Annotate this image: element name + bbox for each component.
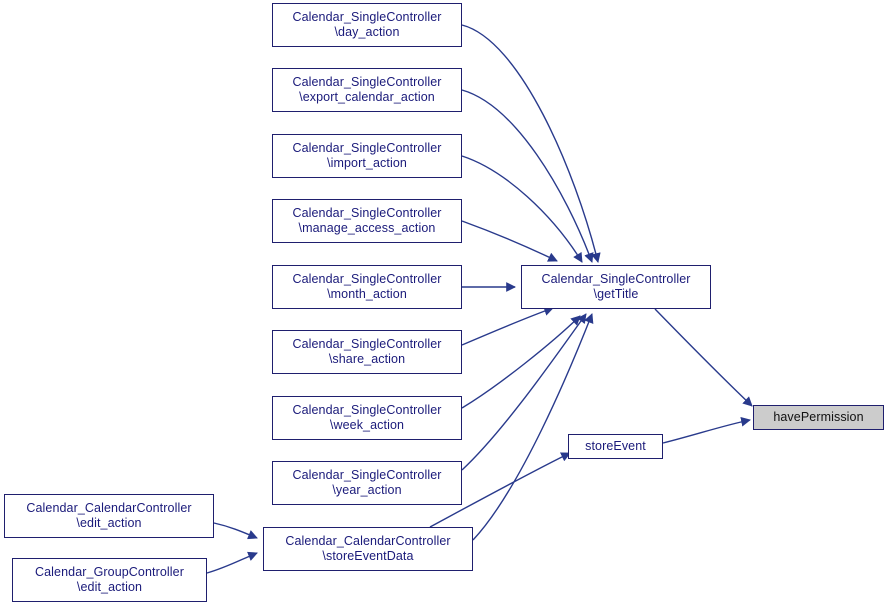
edge-calendar_edit_action-storeEventData <box>214 523 257 538</box>
node-calendar-edit-action[interactable] <box>4 494 214 538</box>
node-week-action[interactable] <box>272 396 462 440</box>
node-label-line1: Calendar_SingleController <box>292 10 442 24</box>
edge-storeEventData-getTitle <box>473 314 592 540</box>
edge-day_action-getTitle <box>462 25 598 262</box>
edge-getTitle-havePermission <box>655 309 752 406</box>
node-label-line1: Calendar_SingleController <box>292 206 442 220</box>
node-store-event-data[interactable] <box>263 527 473 571</box>
node-label-line1: Calendar_GroupController <box>34 565 184 579</box>
node-label-line2: \edit_action <box>76 580 143 594</box>
edge-week_action-getTitle <box>462 316 580 408</box>
node-label-line1: Calendar_SingleController <box>292 75 442 89</box>
node-import-action[interactable] <box>272 134 462 178</box>
node-label-line1: havePermission <box>773 410 864 424</box>
node-label-line1: Calendar_SingleController <box>292 403 442 417</box>
node-have-permission[interactable] <box>753 405 884 430</box>
edge-share_action-getTitle <box>462 308 553 345</box>
edge-group_edit_action-storeEventData <box>207 553 257 573</box>
edge-storeEvent-havePermission <box>663 420 750 443</box>
node-export-calendar-action[interactable] <box>272 68 462 112</box>
node-label-line2: \week_action <box>329 418 405 432</box>
node-label-line1: Calendar_SingleController <box>541 272 691 286</box>
node-label-line2: \manage_access_action <box>298 221 436 235</box>
node-label-line1: Calendar_CalendarController <box>285 534 451 548</box>
node-get-title[interactable] <box>521 265 711 309</box>
edge-export_calendar_action-getTitle <box>462 90 592 262</box>
node-label-line1: Calendar_SingleController <box>292 468 442 482</box>
node-label-line2: \year_action <box>332 483 402 497</box>
node-group-edit-action[interactable] <box>12 558 207 602</box>
node-month-action[interactable] <box>272 265 462 309</box>
node-day-action[interactable] <box>272 3 462 47</box>
edge-manage_access_action-getTitle <box>462 221 557 261</box>
node-label-line1: Calendar_SingleController <box>292 272 442 286</box>
node-label-line2: \share_action <box>328 352 406 366</box>
node-label-line1: Calendar_CalendarController <box>26 501 192 515</box>
node-share-action[interactable] <box>272 330 462 374</box>
node-label-line2: \month_action <box>327 287 407 301</box>
node-label-line1: Calendar_SingleController <box>292 141 442 155</box>
node-label-line2: \export_calendar_action <box>299 90 435 104</box>
node-store-event[interactable] <box>568 434 663 459</box>
node-year-action[interactable] <box>272 461 462 505</box>
node-label-line1: Calendar_SingleController <box>292 337 442 351</box>
node-label-line2: \import_action <box>327 156 407 170</box>
node-label-line1: storeEvent <box>585 439 646 453</box>
edge-import_action-getTitle <box>462 156 582 262</box>
node-label-line2: \storeEventData <box>322 549 414 563</box>
node-label-line2: \getTitle <box>593 287 639 301</box>
node-manage-access-action[interactable] <box>272 199 462 243</box>
node-label-line2: \edit_action <box>76 516 142 530</box>
node-label-line2: \day_action <box>334 25 400 39</box>
